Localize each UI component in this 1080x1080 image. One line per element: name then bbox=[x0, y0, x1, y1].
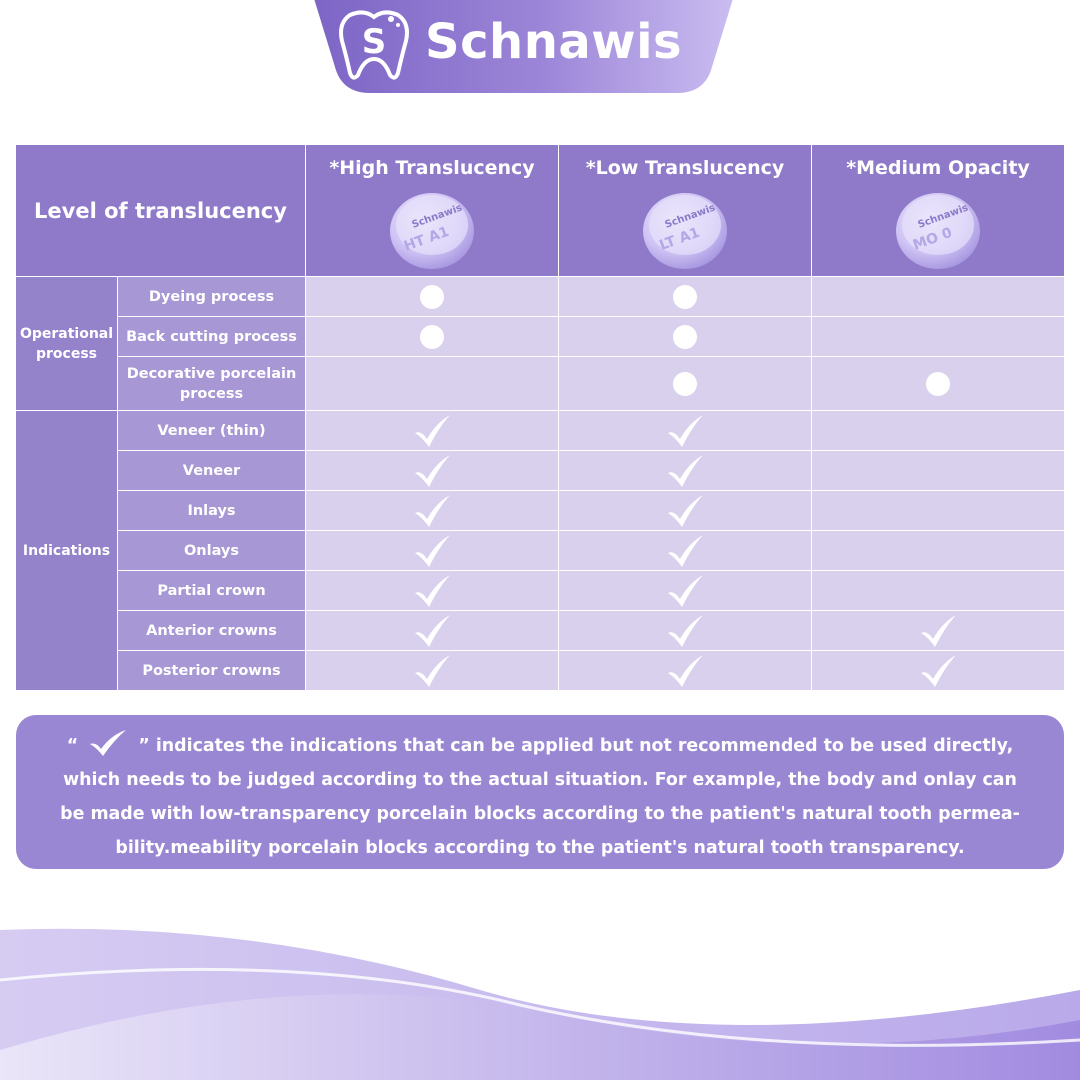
table-cell bbox=[812, 411, 1064, 450]
checkmark-icon bbox=[665, 414, 705, 448]
block-code-label: HT A1 bbox=[401, 223, 452, 255]
porcelain-block-image bbox=[386, 187, 478, 271]
block-brand-label: Schnawis bbox=[663, 202, 717, 231]
checkmark-icon bbox=[412, 454, 452, 488]
table-cell bbox=[559, 611, 811, 650]
svg-text:S: S bbox=[361, 22, 387, 62]
row-label: Decorative porcelain process bbox=[118, 357, 305, 410]
checkmark-icon bbox=[665, 654, 705, 688]
row-label: Veneer bbox=[118, 451, 305, 490]
table-cell bbox=[812, 491, 1064, 530]
block-code-label: LT A1 bbox=[657, 224, 702, 254]
checkmark-icon bbox=[412, 614, 452, 648]
checkmark-icon bbox=[87, 729, 129, 757]
group-label: Operational process bbox=[16, 277, 117, 410]
note-text-1: indicates the indications that can be applied but not recommended to be used directly, bbox=[155, 736, 1014, 756]
filled-circle-icon bbox=[420, 325, 444, 349]
brand-name: Schnawis bbox=[425, 14, 683, 70]
row-label: Inlays bbox=[118, 491, 305, 530]
translucency-table bbox=[16, 145, 1064, 693]
checkmark-icon bbox=[412, 414, 452, 448]
table-cell bbox=[306, 651, 558, 690]
column-header bbox=[812, 145, 1064, 276]
row-label: Veneer (thin) bbox=[118, 411, 305, 450]
row-label: Onlays bbox=[118, 531, 305, 570]
group-label: Indications bbox=[16, 411, 117, 690]
table-cell bbox=[559, 317, 811, 356]
block-code-label: MO 0 bbox=[910, 224, 955, 254]
table-cell bbox=[812, 651, 1064, 690]
table-cell bbox=[812, 277, 1064, 316]
note-line-2: which needs to be judged according to the actual situation. For example, the body and onlay can bbox=[63, 770, 1017, 790]
column-header bbox=[559, 145, 811, 276]
row-label: Anterior crowns bbox=[118, 611, 305, 650]
table-cell bbox=[306, 411, 558, 450]
checkmark-icon bbox=[665, 454, 705, 488]
column-title: *Medium Opacity bbox=[846, 157, 1030, 179]
checkmark-icon bbox=[665, 614, 705, 648]
table-cell bbox=[306, 451, 558, 490]
table-cell bbox=[306, 531, 558, 570]
table-cell bbox=[812, 451, 1064, 490]
table-cell bbox=[812, 611, 1064, 650]
checkmark-icon bbox=[412, 494, 452, 528]
table-cell bbox=[306, 317, 558, 356]
checkmark-icon bbox=[665, 494, 705, 528]
row-label: Dyeing process bbox=[118, 277, 305, 316]
table-cell bbox=[812, 531, 1064, 570]
note-box bbox=[16, 715, 1064, 869]
table-cell bbox=[559, 531, 811, 570]
table-cell bbox=[559, 571, 811, 610]
table-cell bbox=[559, 277, 811, 316]
row-label: Partial crown bbox=[118, 571, 305, 610]
filled-circle-icon bbox=[420, 285, 444, 309]
checkmark-icon bbox=[918, 614, 958, 648]
checkmark-icon bbox=[918, 654, 958, 688]
table-cell bbox=[559, 411, 811, 450]
note-line-4: bility.meability porcelain blocks according to the patient's natural tooth transparency. bbox=[115, 838, 965, 858]
table-cell bbox=[812, 571, 1064, 610]
table-cell bbox=[559, 651, 811, 690]
note-close-quote: ” bbox=[138, 736, 150, 756]
filled-circle-icon bbox=[926, 372, 950, 396]
table-cell bbox=[559, 451, 811, 490]
table-cell bbox=[559, 357, 811, 410]
column-header bbox=[306, 145, 558, 276]
block-brand-label: Schnawis bbox=[410, 202, 464, 231]
decorative-waves bbox=[0, 920, 1080, 1080]
table-cell bbox=[812, 357, 1064, 410]
table-cell bbox=[306, 277, 558, 316]
note-open-quote: “ bbox=[66, 736, 79, 756]
table-cell bbox=[559, 491, 811, 530]
block-brand-label: Schnawis bbox=[916, 202, 970, 231]
table-cell bbox=[306, 611, 558, 650]
filled-circle-icon bbox=[673, 372, 697, 396]
table-cell bbox=[306, 491, 558, 530]
porcelain-block-image bbox=[639, 187, 731, 271]
porcelain-block-image bbox=[892, 187, 984, 271]
column-title: *High Translucency bbox=[329, 157, 535, 179]
tooth-logo-icon bbox=[336, 7, 412, 83]
note-line-3: be made with low-transparency porcelain blocks according to the patient's natural tooth permea- bbox=[60, 804, 1020, 824]
note-line-1 bbox=[42, 729, 1038, 763]
header-corner-label: Level of translucency bbox=[16, 145, 305, 276]
row-label: Back cutting process bbox=[118, 317, 305, 356]
table-cell bbox=[306, 571, 558, 610]
checkmark-icon bbox=[665, 574, 705, 608]
checkmark-icon bbox=[412, 654, 452, 688]
table-cell bbox=[812, 317, 1064, 356]
checkmark-icon bbox=[665, 534, 705, 568]
filled-circle-icon bbox=[673, 325, 697, 349]
row-label: Posterior crowns bbox=[118, 651, 305, 690]
table-cell bbox=[306, 357, 558, 410]
column-title: *Low Translucency bbox=[585, 157, 785, 179]
checkmark-icon bbox=[412, 534, 452, 568]
checkmark-icon bbox=[412, 574, 452, 608]
filled-circle-icon bbox=[673, 285, 697, 309]
